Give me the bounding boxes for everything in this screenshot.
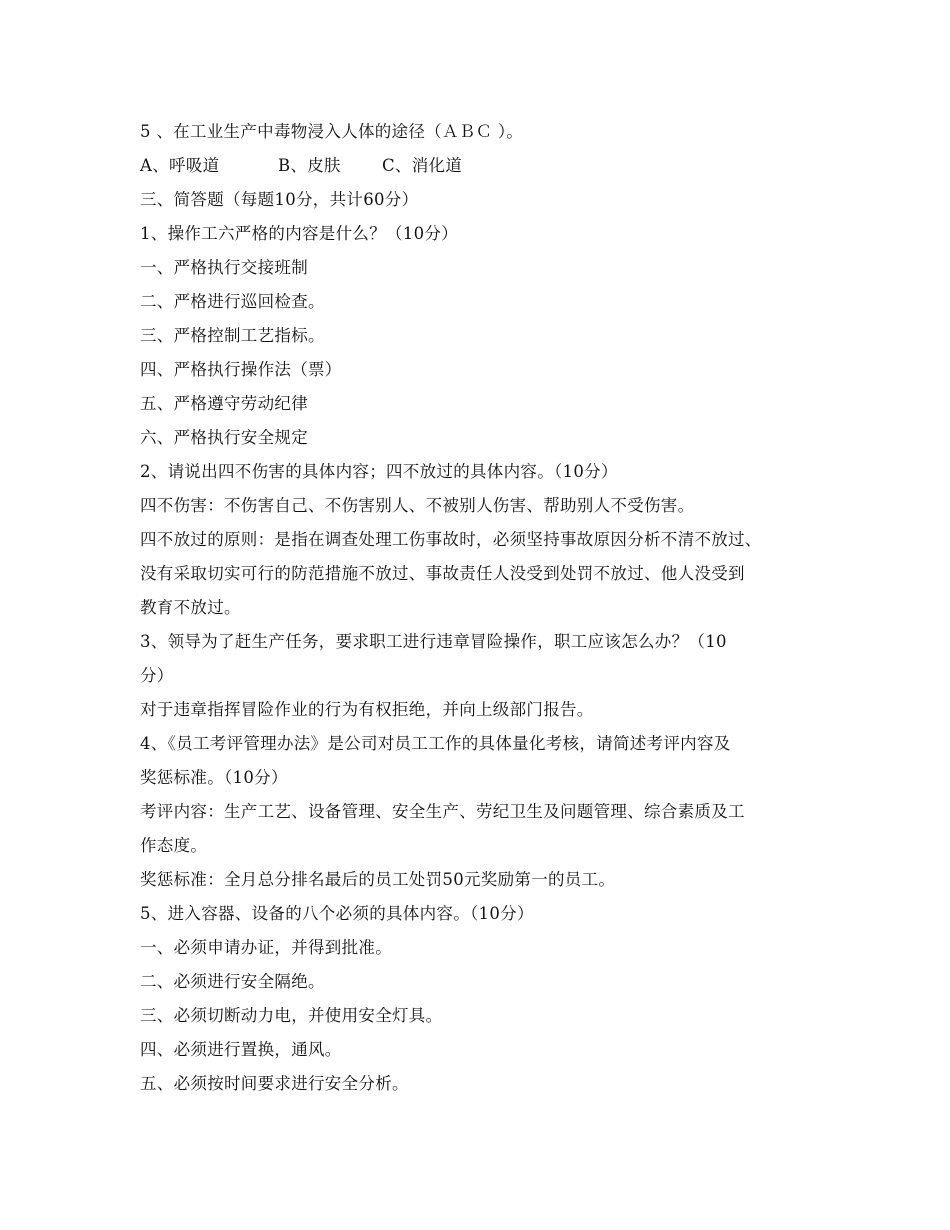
answer-line: 一、严格执行交接班制: [140, 258, 308, 277]
question-3-continued: 分）: [140, 666, 174, 685]
document-content: [140, 115, 840, 1101]
answer-line: 六、严格执行安全规定: [140, 428, 308, 447]
option-b: B、皮肤: [278, 156, 341, 175]
question-5: 5、进入容器、设备的八个必须的具体内容。（10分）: [140, 904, 534, 923]
mc-question-5-options: [140, 149, 840, 183]
answer-line: 四、严格执行操作法（票）: [140, 360, 342, 379]
question-4: 4、《员工考评管理办法》是公司对员工工作的具体量化考核，请简述考评内容及: [140, 734, 731, 753]
answer-line: 一、必须申请办证，并得到批准。: [140, 938, 392, 957]
answer-line: 三、严格控制工艺指标。: [140, 326, 325, 345]
answer-line: 对于违章指挥冒险作业的行为有权拒绝，并向上级部门报告。: [140, 700, 594, 719]
question-4-continued: 奖惩标准。（10分）: [140, 768, 288, 787]
answer-line: 教育不放过。: [140, 598, 241, 617]
question-1: 1、操作工六严格的内容是什么？（10分）: [140, 224, 458, 243]
question-3: 3、领导为了赶生产任务，要求职工进行违章冒险操作，职工应该怎么办？（10: [140, 632, 727, 651]
question-2: 2、请说出四不伤害的具体内容；四不放过的具体内容。（10分）: [140, 462, 618, 481]
answer-line: 三、必须切断动力电，并使用安全灯具。: [140, 1006, 443, 1025]
answer-line: 四不伤害：不伤害自己、不伤害别人、不被别人伤害、帮助别人不受伤害。: [140, 496, 695, 515]
answer-line: 作态度。: [140, 836, 208, 855]
answer-line: 四、必须进行置换，通风。: [140, 1040, 342, 1059]
answer-line: 五、必须按时间要求进行安全分析。: [140, 1074, 409, 1093]
answer-line: 奖惩标准：全月总分排名最后的员工处罚50元奖励第一的员工。: [140, 870, 616, 889]
option-c: C、消化道: [382, 156, 463, 175]
option-a: A、呼吸道: [140, 156, 220, 175]
answer-line: 考评内容：生产工艺、设备管理、安全生产、劳纪卫生及问题管理、综合素质及工: [140, 802, 745, 821]
answer-line: 二、严格进行巡回检查。: [140, 292, 325, 311]
mc-question-5: 5 、在工业生产中毒物浸入人体的途径（ＡＢＣ ）。: [140, 122, 524, 141]
answer-line: 四不放过的原则：是指在调查处理工伤事故时，必须坚持事故原因分析不清不放过、: [140, 530, 762, 549]
section-title-short-answer: 三、简答题（每题10分，共计60分）: [140, 190, 419, 209]
answer-line: 二、必须进行安全隔绝。: [140, 972, 325, 991]
answer-line: 五、严格遵守劳动纪律: [140, 394, 308, 413]
answer-line: 没有采取切实可行的防范措施不放过、事故责任人没受到处罚不放过、他人没受到: [140, 564, 745, 583]
